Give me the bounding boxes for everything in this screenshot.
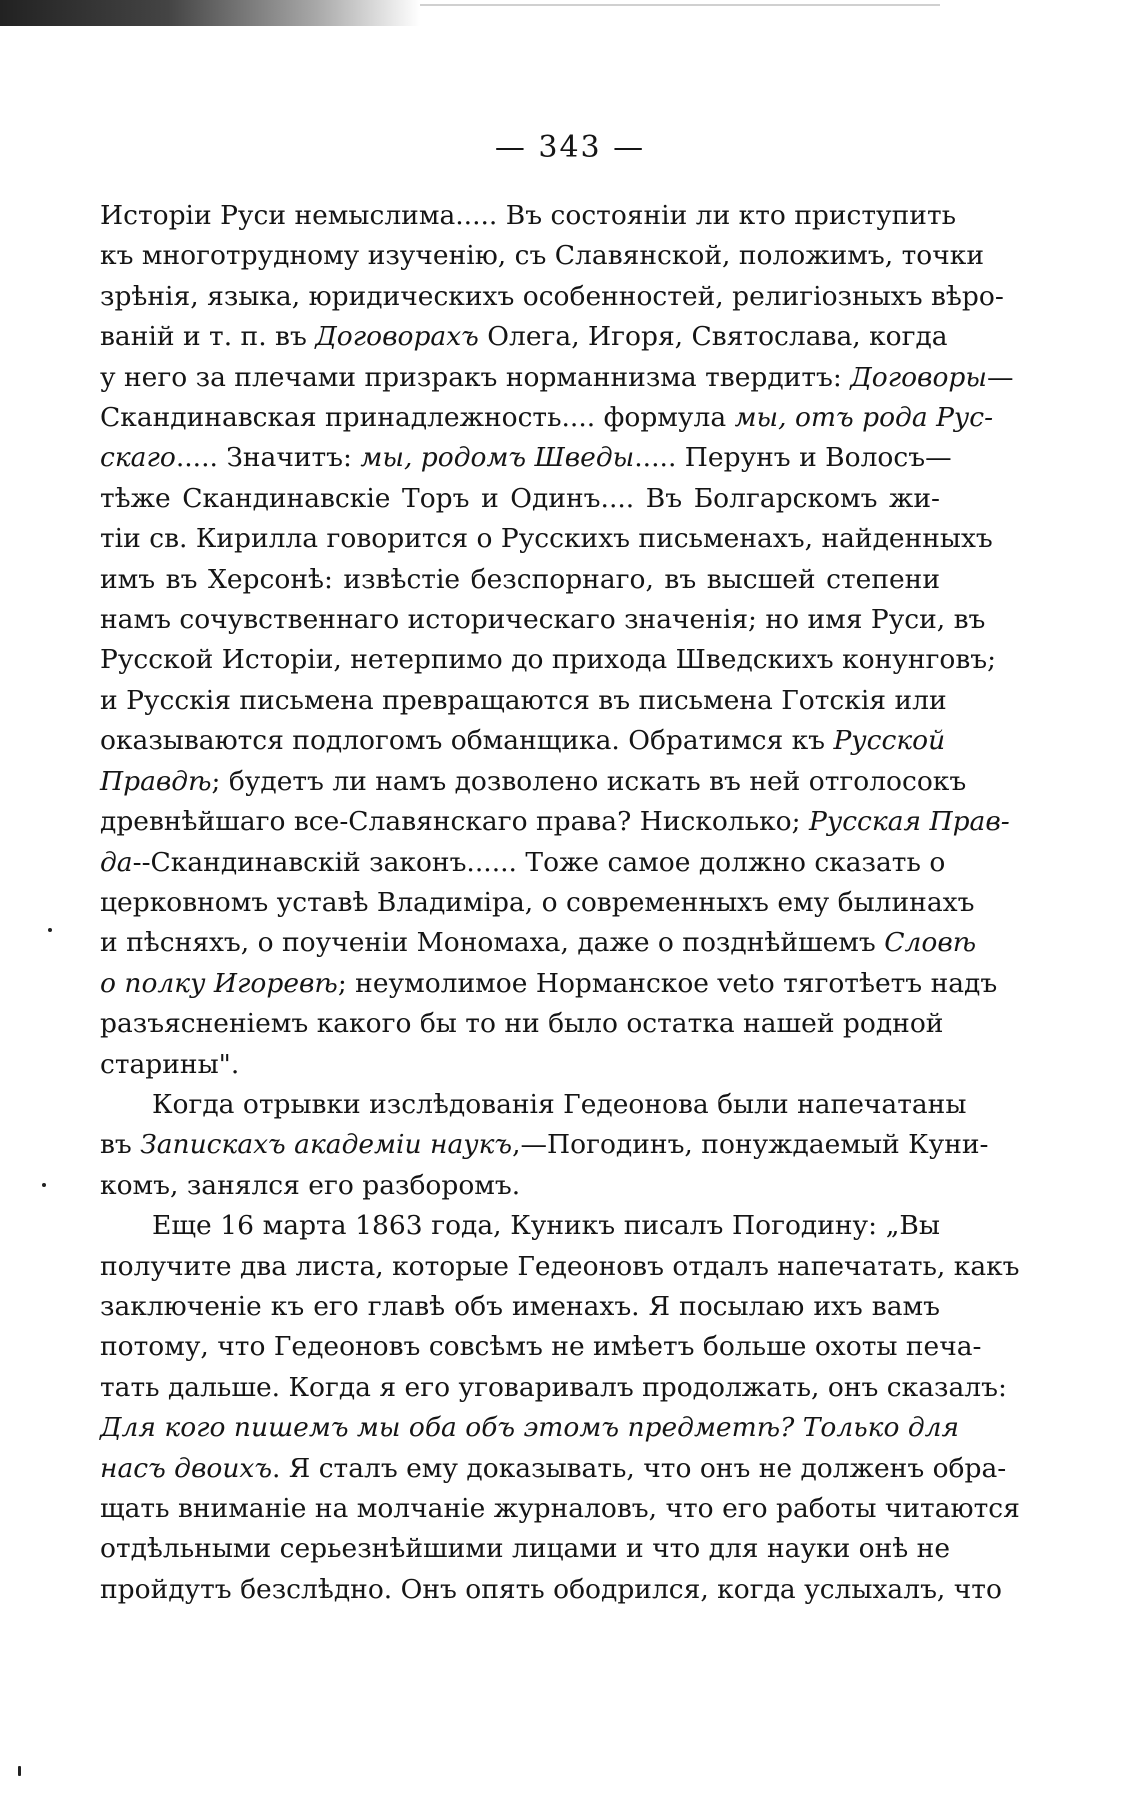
italic-text: скаго — [100, 442, 176, 474]
text-line: и Русскія письмена превращаются въ письмена Готскія или — [100, 684, 947, 716]
text-line: о полку Игоревѣ; неумолимое Норманское veto тяготѣетъ надъ — [100, 967, 998, 999]
page-number: — 343 — — [494, 130, 646, 165]
paragraph-2 — [100, 1085, 989, 1206]
italic-text: да — [100, 846, 133, 878]
italic-text: мы, родомъ Шведы — [360, 442, 635, 474]
text-line: зрѣнія, языка, юридическихъ особенностей, религіозныхъ вѣро- — [100, 280, 1004, 312]
text-line: заключеніе къ его главѣ объ именахъ. Я посылаю ихъ вамъ — [100, 1290, 940, 1322]
text-line: получите два листа, которые Гедеоновъ отдалъ напечатать, какъ — [100, 1250, 1020, 1282]
text-line: тіи св. Кирилла говорится о Русскихъ письменахъ, найденныхъ — [100, 523, 993, 555]
text-line: тать дальше. Когда я его уговаривалъ продолжать, онъ сказалъ: — [100, 1371, 1007, 1403]
italic-text: Словѣ — [884, 927, 977, 959]
text-line: оказываются подлогомъ обманщика. Обратимся къ Русской — [100, 725, 946, 757]
italic-text: насъ двоихъ — [100, 1452, 273, 1484]
text-line: намъ сочувственнаго историческаго значенія; но имя Руси, въ — [100, 604, 986, 636]
text-line — [100, 1408, 960, 1448]
text-line: тѣже Скандинавскіе Торъ и Одинъ.... Въ Болгарскомъ жи- — [100, 482, 940, 514]
text-line: Скандинавская принадлежность.... формула мы, отъ рода Рус- — [100, 402, 994, 434]
text-line: разъясненіемъ какого бы то ни было остатка нашей родной — [100, 1008, 944, 1040]
scan-dark-edge — [0, 0, 420, 26]
text-line: комъ, занялся его разборомъ. — [100, 1169, 521, 1201]
text-line: щать вниманіе на молчаніе журналовъ, что его работы читаются — [100, 1493, 1020, 1524]
italic-text: Правдѣ — [100, 765, 212, 797]
italic-text: Для кого пишемъ мы оба объ этомъ предметѣ? Только для — [100, 1412, 960, 1444]
scan-speck — [48, 928, 52, 932]
paragraph-3 — [100, 1206, 1020, 1610]
text-line: и пѣсняхъ, о поученіи Мономаха, даже о позднѣйшемъ Словѣ — [100, 927, 977, 959]
text-line: древнѣйшаго все-Славянскаго права? Нисколько; Русская Прав- — [100, 806, 1010, 838]
text-line: пройдутъ безслѣдно. Онъ опять ободрился, когда услыхалъ, что — [100, 1573, 1002, 1605]
text-line: Правдѣ; будетъ ли намъ дозволено искать въ ней отголосокъ — [100, 765, 967, 797]
text-line: скаго..... Значитъ: мы, родомъ Шведы..... Перунъ и Волосъ— — [100, 442, 952, 474]
text-line: ваній и т. п. въ Договорахъ Олега, Игоря, Святослава, когда — [100, 321, 948, 353]
text-line: Исторіи Руси немыслима..... Въ состояніи ли кто приступить — [100, 200, 957, 231]
text-line: Русской Исторіи, нетерпимо до прихода Шведскихъ конунговъ; — [100, 644, 997, 676]
text-line: отдѣльными серьезнѣйшими лицами и что для науки онѣ не — [100, 1533, 951, 1565]
text-line: насъ двоихъ. Я сталъ ему доказывать, что онъ не долженъ обра- — [100, 1452, 1007, 1484]
italic-text: Русской — [833, 725, 946, 757]
scan-speck — [42, 1183, 46, 1187]
text-line: имъ въ Херсонѣ: извѣстіе безспорнаго, въ высшей степени — [100, 563, 940, 595]
italic-text: о полку Игоревѣ — [100, 967, 338, 999]
text-line: Когда отрывки изслѣдованія Гедеонова были напечатаны — [152, 1088, 967, 1120]
scan-speck — [18, 1766, 21, 1776]
text-line: къ многотрудному изученію, съ Славянской, положимъ, точки — [100, 240, 984, 272]
italic-text: мы, отъ рода Рус- — [734, 402, 994, 434]
italic-text: Договорахъ — [315, 321, 479, 353]
scan-faint-line — [420, 4, 940, 6]
text-line: церковномъ уставѣ Владиміра, о современныхъ ему былинахъ — [100, 886, 975, 918]
text-line: потому, что Гедеоновъ совсѣмъ не имѣетъ больше охоты печа- — [100, 1331, 982, 1363]
text-line: Еще 16 марта 1863 года, Куникъ писалъ Погодину: „Вы — [152, 1210, 940, 1242]
italic-text: Договоры — [850, 361, 987, 393]
text-line: да--Скандинавскій законъ...... Тоже самое должно сказать о — [100, 846, 946, 878]
italic-text: Запискахъ академіи наукъ — [140, 1129, 513, 1161]
body-text — [100, 196, 1020, 1610]
text-line: старины". — [100, 1048, 240, 1080]
text-line: въ Запискахъ академіи наукъ,—Погодинъ, понуждаемый Куни- — [100, 1129, 989, 1161]
text-line: у него за плечами призракъ норманнизма твердитъ: Договоры— — [100, 361, 1014, 393]
italic-text: Русская Прав- — [809, 806, 1010, 838]
paragraph-1 — [100, 196, 1014, 1085]
